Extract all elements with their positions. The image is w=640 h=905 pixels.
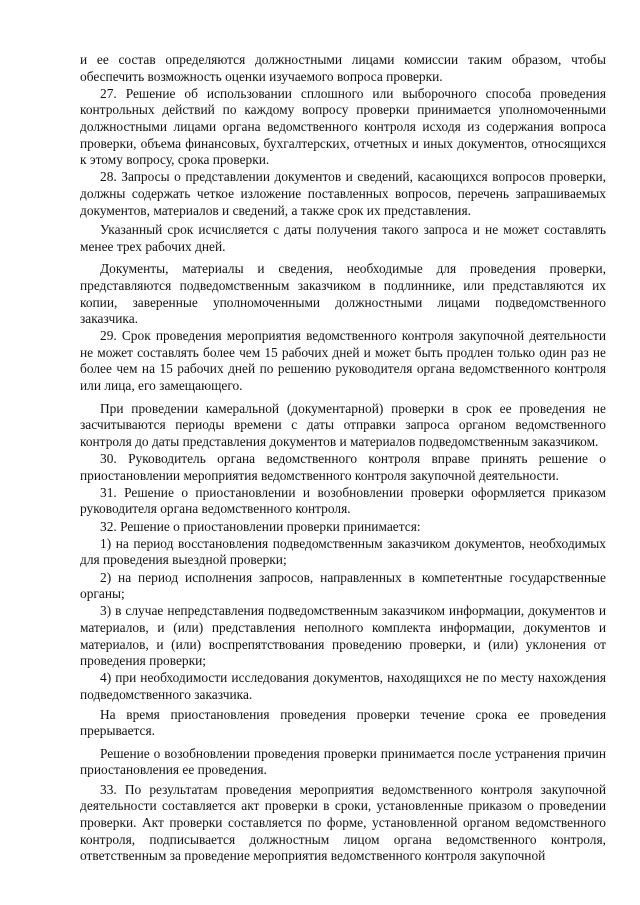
paragraph-continuation: и ее состав определяются должностными лицами комиссии таким образом, чтобы обеспечить возможность оценки изучаемого вопроса проверки.	[80, 52, 606, 84]
paragraph-30: 30. Руководитель органа ведомственного контроля вправе принять решение о приостановлении мероприятия ведомственного контроля закупочной деятельности.	[80, 451, 606, 483]
paragraph-32-item-4: 4) при необходимости исследования документов, находящихся не по месту нахождения подведомственного заказчика.	[80, 670, 606, 702]
paragraph-resumption: Решение о возобновлении проведения проверки принимается после устранения причин приостановления ее проведения.	[80, 745, 606, 778]
paragraph-33: 33. По результатам проведения мероприятия ведомственного контроля закупочной деятельности составляется акт проверки в сроки, установленные приказом о проведении проверки. Акт проверки составляется по форме, установленной органом ведомственного контроля, подписывается должностным лицом органа ведомственного контроля, ответственным за проведение мероприятия ведомственного контроля закупочной	[80, 781, 606, 864]
paragraph-31: 31. Решение о приостановлении и возобновлении проверки оформляется приказом руководителя органа ведомственного контроля.	[80, 484, 606, 517]
paragraph-suspension-period: На время приостановления проведения проверки течение срока ее проведения прерывается.	[80, 706, 606, 739]
paragraph-27: 27. Решение об использовании сплошного или выборочного способа проведения контрольных действий по каждому вопросу проверки принимается уполномоченными должностными лицами органа ведомственного контроля исходя из содержания вопроса проверки, объема финансовых, бухгалтерских, отчетных и иных документов, относящихся к этому вопросу, срока проверки.	[80, 85, 606, 168]
paragraph-32: 32. Решение о приостановлении проверки принимается:	[100, 518, 421, 534]
paragraph-29: 29. Срок проведения мероприятия ведомственного контроля закупочной деятельности не может составлять более чем 15 рабочих дней и может быть продлен только один раз не более чем на 15 рабочих дней по решению руководителя органа ведомственного контроля или лица, его замещающего.	[80, 328, 606, 394]
paragraph-29-desk-audit: При проведении камеральной (документарной) проверки в срок ее проведения не засчитываются периоды времени с даты отправки запроса органом ведомственного контроля до даты представления документов и материалов подведомственным заказчиком.	[80, 400, 606, 449]
paragraph-32-item-2: 2) на период исполнения запросов, направленных в компетентные государственные органы;	[80, 569, 606, 602]
paragraph-32-item-1: 1) на период восстановления подведомственным заказчиком документов, необходимых для проведения выездной проверки;	[80, 535, 606, 568]
paragraph-28-deadline: Указанный срок исчисляется с даты получения такого запроса и не может составлять менее трех рабочих дней.	[80, 222, 606, 254]
paragraph-28: 28. Запросы о представлении документов и сведений, касающихся вопросов проверки, должны содержать четкое изложение поставленных вопросов, перечень запрашиваемых документов, материалов и сведений, а также срок их представления.	[80, 169, 606, 218]
paragraph-32-item-3: 3) в случае непредставления подведомственным заказчиком информации, документов и материалов, и (или) представления неполного комплекта информации, документов и материалов, и (или) воспрепятствования проведению проверки, и (или) уклонения от проведения проверки;	[80, 603, 606, 669]
paragraph-28-documents: Документы, материалы и сведения, необходимые для проведения проверки, представляются подведомственным заказчиком в подлиннике, или представляются их копии, заверенные уполномоченными должностными лицами подведомственного заказчика.	[80, 261, 606, 327]
